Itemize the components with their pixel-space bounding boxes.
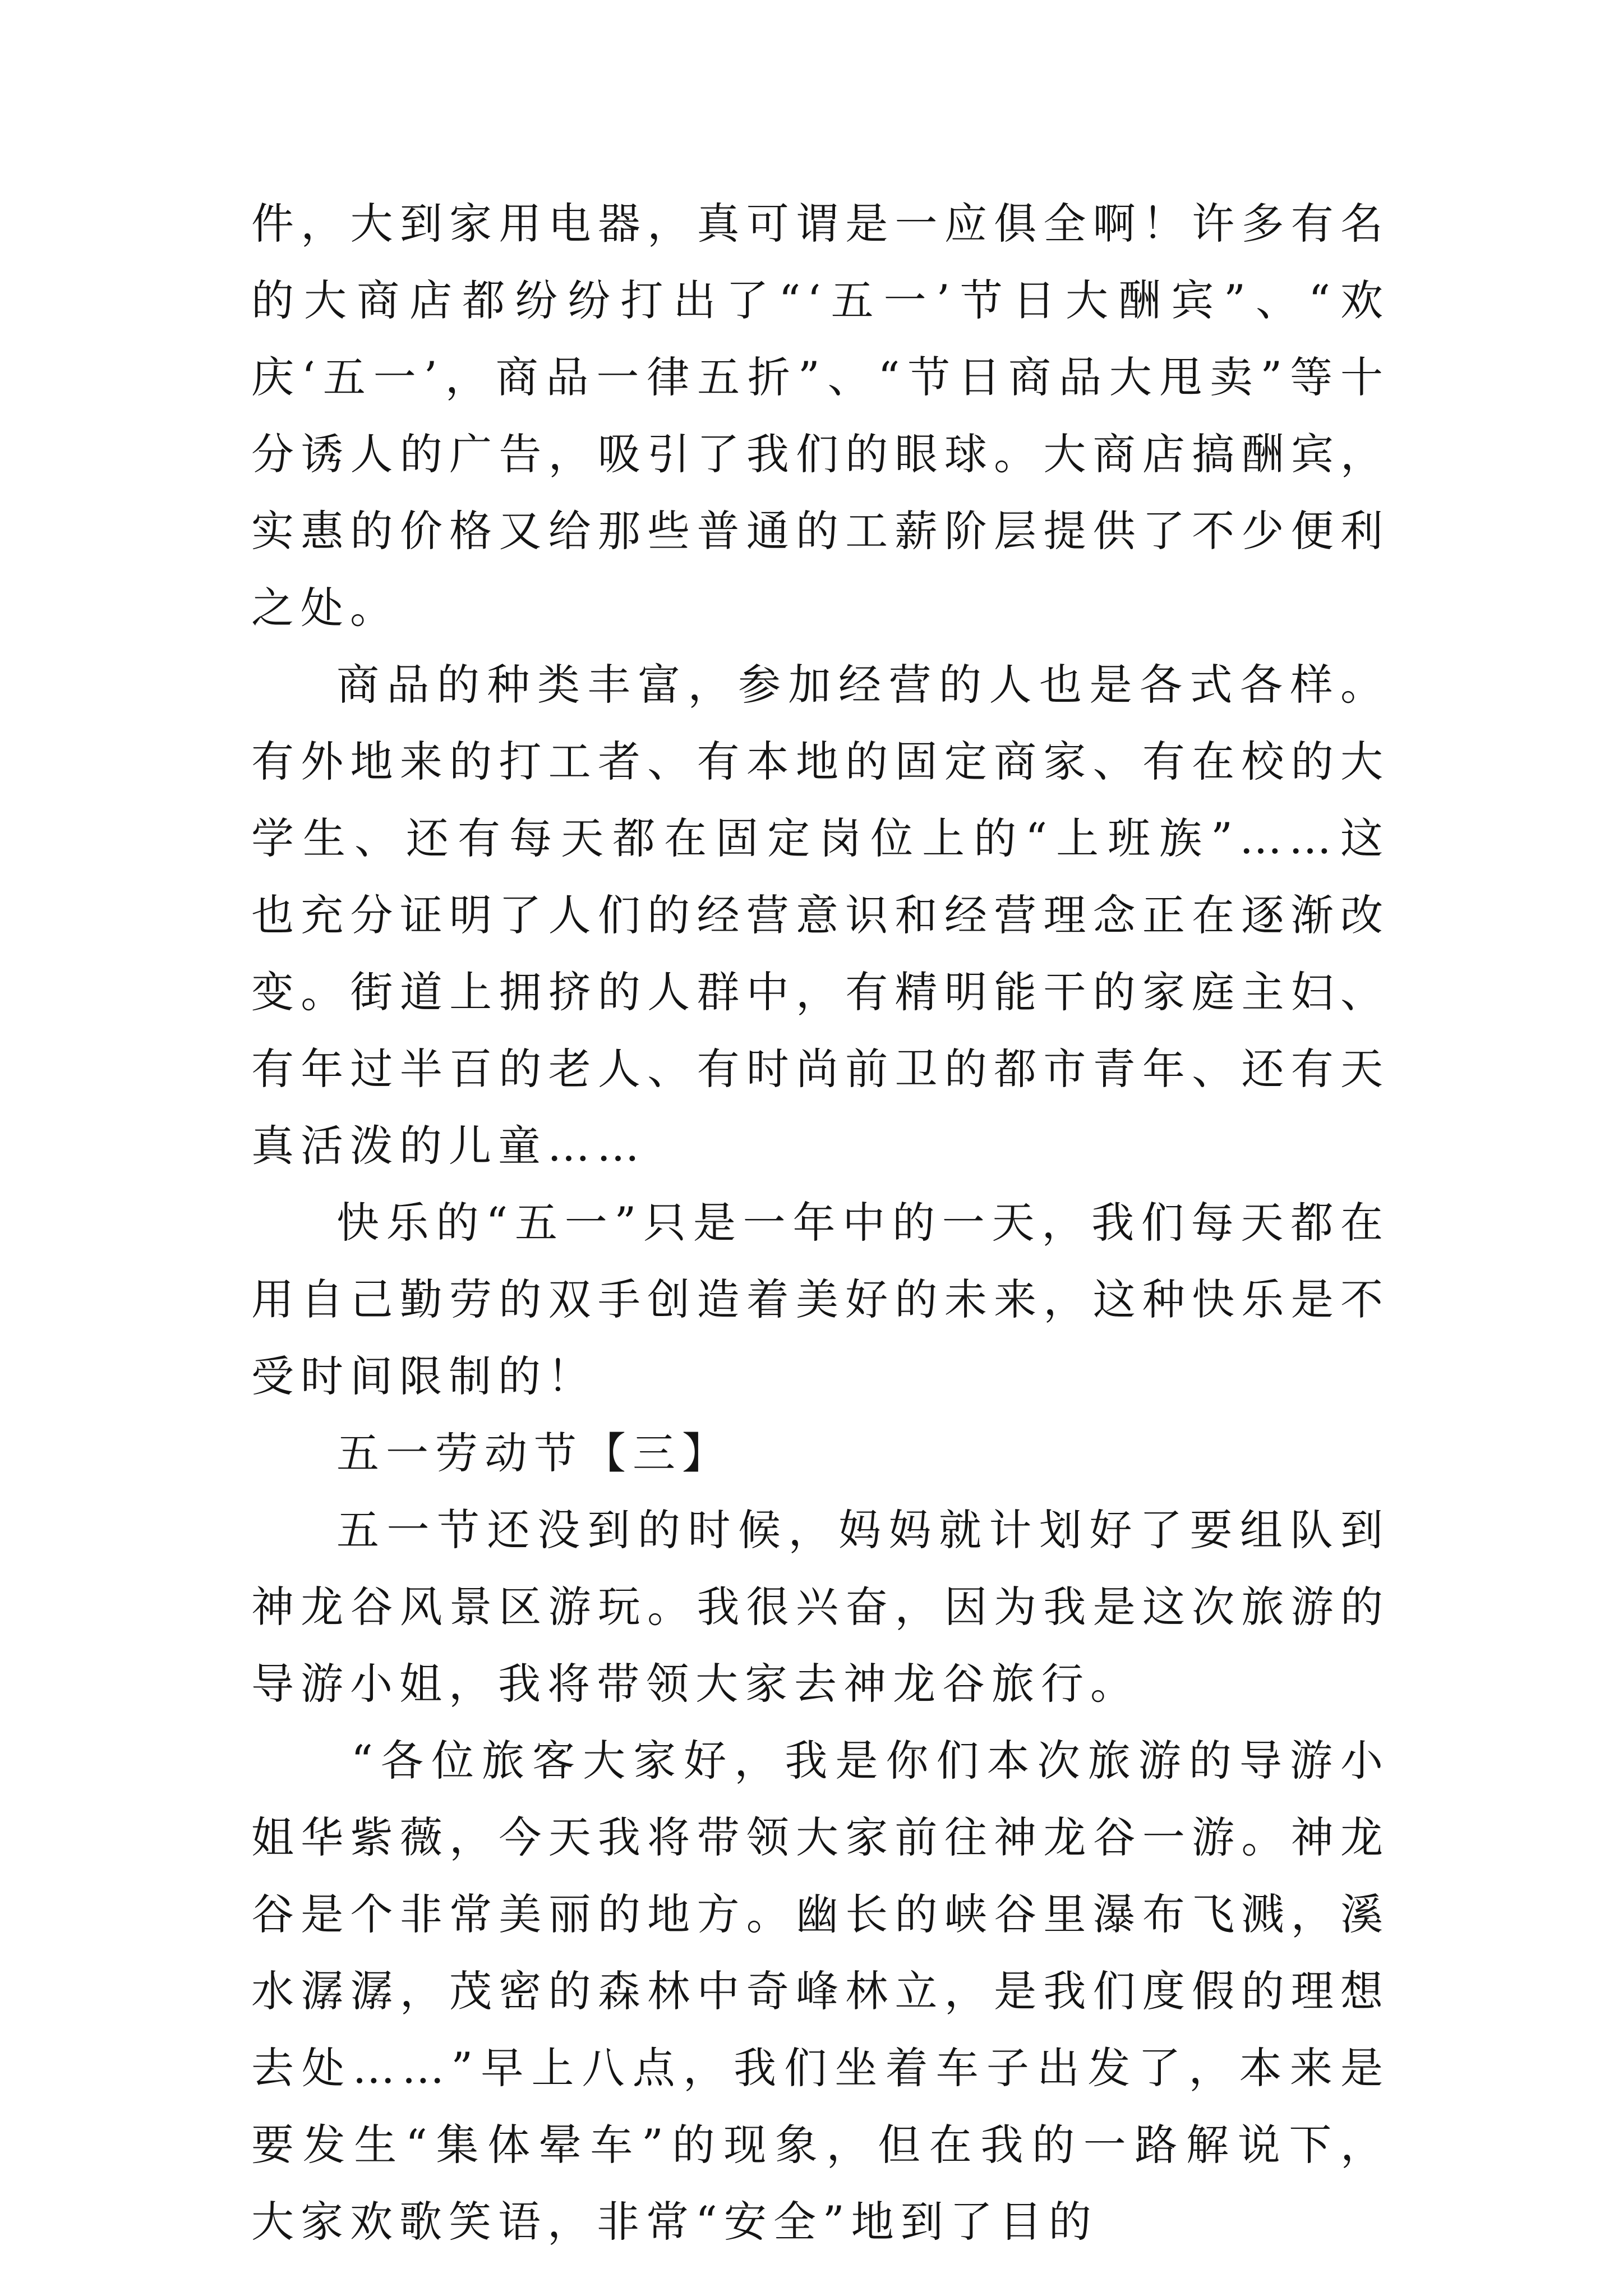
document-body	[251, 185, 1390, 2260]
paragraph-conclusion: 快乐的“五一”只是一年中的一天，我们每天都在用自己勤劳的双手创造着美好的未来，这种快乐是不受时间限制的！	[251, 1198, 1390, 1401]
paragraph-merchants: 商品的种类丰富，参加经营的人也是各式各样。有外地来的打工者、有本地的固定商家、有在校的大学生、还有每天都在固定岗位上的“上班族”……这也充分证明了人们的经营意识和经营理念正在逐渐改变。街道上拥挤的人群中，有精明能干的家庭主妇、有年过半百的老人、有时尚前卫的都市青年、还有天真活泼的儿童……	[251, 660, 1390, 1171]
paragraph-guide-speech: “各位旅客大家好，我是你们本次旅游的导游小姐华紫薇，今天我将带领大家前往神龙谷一游。神龙谷是个非常美丽的地方。幽长的峡谷里瀑布飞溅，溪水潺潺，茂密的森林中奇峰林立，是我们度假的理想去处……”早上八点，我们坐着车子出发了，本来是要发生“集体晕车”的现象，但在我的一路解说下，大家欢歌笑语，非常“安全”地到了目的	[251, 1736, 1390, 2247]
paragraph-trip-plan: 五一节还没到的时候，妈妈就计划好了要组队到神龙谷风景区游玩。我很兴奋，因为我是这次旅游的导游小姐，我将带领大家去神龙谷旅行。	[251, 1505, 1390, 1709]
section-heading: 五一劳动节【三】	[336, 1428, 731, 1478]
paragraph-continuation: 件，大到家用电器，真可谓是一应俱全啊！许多有名的大商店都纷纷打出了“‘五一’节日大酬宾”、“欢庆‘五一’，商品一律五折”、“节日商品大甩卖”等十分诱人的广告，吸引了我们的眼球。大商店搞酬宾，实惠的价格又给那些普通的工薪阶层提供了不少便利之处。	[251, 199, 1390, 633]
